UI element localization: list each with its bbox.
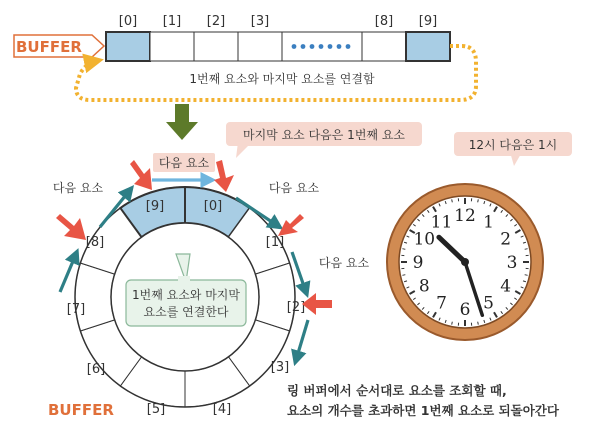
clock-numeral: 5 [483,293,494,314]
ring-index-1: [1] [265,235,285,250]
clock-numeral: 10 [413,229,436,250]
clock-numeral: 3 [506,253,518,273]
red-arrow-at-2 [302,293,332,315]
caption-line-2: 요소의 개수를 초과하면 1번째 요소로 되돌아간다 [287,403,559,418]
strip-index-0: [0] [118,14,138,29]
ring-index-6: [6] [86,362,106,377]
next-label-right: 다음 요소 [268,181,320,195]
red-arrow-at-1 [278,214,304,236]
clock-numeral: 7 [436,293,447,314]
strip-index-3: [3] [250,14,270,29]
caption-line-1: 링 버퍼에서 순서대로 요소를 조회할 때, [287,383,507,398]
clock-numeral: 8 [418,276,430,297]
clock-tick [525,249,528,250]
ring-index-4: [4] [212,402,232,417]
strip-cell-9 [406,32,450,61]
linear-buffer [14,14,476,100]
clock-tick [478,322,479,325]
clock-tick [478,199,479,202]
clock-tick [402,275,405,276]
red-arrow-at-0 [214,160,234,192]
clock-tick [525,275,528,276]
clock-numeral: 11 [430,212,453,233]
strip-index-2: [2] [206,14,226,29]
clock [387,132,572,340]
clock-tick [452,322,453,325]
ring-index-9: [9] [145,199,165,214]
last-next-callout-text: 마지막 요소 다음은 1번째 요소 [243,128,405,142]
next-arrow-2-3 [296,320,308,360]
transform-down-arrow [166,104,198,140]
clock-numeral: 4 [500,276,512,297]
clock-numeral: 6 [459,300,471,320]
center-note-line-2: 요소를 연결한다 [143,305,229,319]
ring-index-5: [5] [146,402,166,417]
clock-numeral: 12 [454,206,476,226]
clock-tick [402,249,405,250]
ring-index-3: [3] [270,360,290,375]
strip-index-9: [9] [418,14,438,29]
buffer-tag-label: BUFFER [16,38,82,56]
next-label-right-lower: 다음 요소 [318,256,370,270]
center-note-line-1: 1번째 요소와 마지막 [131,288,241,302]
next-label-left: 다음 요소 [52,181,104,195]
clock-callout-text: 12시 다음은 1시 [468,138,558,152]
ring-index-8: [8] [85,235,105,250]
clock-numeral: 2 [500,229,512,250]
clock-center-pin [461,258,469,266]
ring-segment-7 [75,263,115,331]
clock-numeral: 9 [412,253,424,273]
next-label-top: 다음 요소 [158,156,210,170]
ring-index-0: [0] [203,199,223,214]
ring-buffer [48,187,305,419]
ring-segment-2 [255,263,295,331]
ring-index-7: [7] [66,302,86,317]
next-arrow-7-8 [60,254,76,292]
strip-cell-8 [362,32,406,61]
clock-tick [452,199,453,202]
ring-buffer-label: BUFFER [48,401,114,419]
red-arrow-at-8 [56,214,86,240]
red-arrow-at-9 [130,160,152,190]
strip-index-1: [1] [162,14,182,29]
strip-cell-0 [106,32,150,61]
strip-index-8: [8] [374,14,394,29]
strip-cell-2 [194,32,238,61]
center-note-box [126,280,246,326]
strip-link-note: 1번째 요소와 마지막 요소를 연결함 [189,72,375,86]
strip-cell-1 [150,32,194,61]
clock-numeral: 1 [483,212,494,233]
strip-cell-3 [238,32,282,61]
ring-index-2: [2] [286,300,306,315]
